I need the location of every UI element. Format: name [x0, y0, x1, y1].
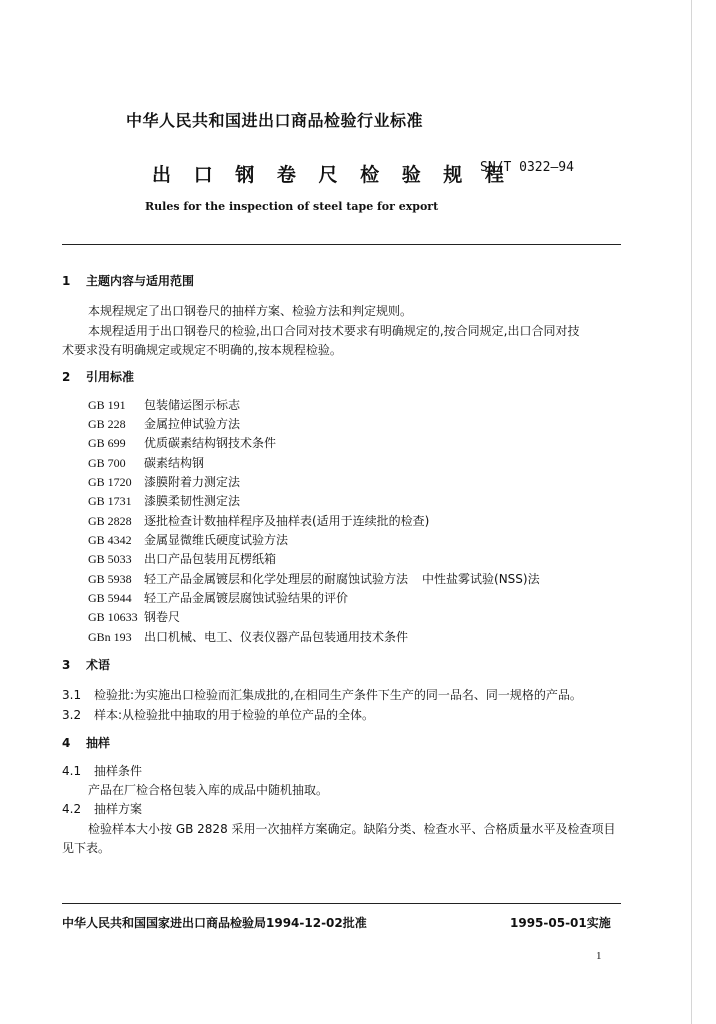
subsection-4-1-heading: 4.1 抽样条件: [62, 764, 143, 778]
subsection-4-1-text: 产品在厂检合格包装入库的成品中随机抽取。: [88, 783, 329, 797]
scan-edge-line: [691, 0, 692, 1024]
document-title: 出 口 钢 卷 尺 检 验 规 程: [152, 164, 512, 186]
term-item: 3.1 检验批:为实施出口检验而汇集成批的,在相同生产条件下生产的同一品名、同一规格的产品。: [62, 688, 582, 702]
reference-item: GB 191 包装储运图示标志: [88, 398, 241, 412]
section-1-paragraph-1: 本规程规定了出口钢卷尺的抽样方案、检验方法和判定规则。: [88, 304, 413, 318]
approval-line: 中华人民共和国国家进出口商品检验局1994-12-02批准: [62, 916, 367, 930]
reference-item: GB 699 优质碳素结构钢技术条件: [88, 436, 277, 450]
issuing-organization: 中华人民共和国进出口商品检验行业标准: [126, 111, 424, 130]
section-2-heading: 2 引用标准: [62, 370, 135, 384]
reference-item: GB 5944 轻工产品金属镀层腐蚀试验结果的评价: [88, 591, 349, 605]
term-item: 3.2 样本:从检验批中抽取的用于检验的单位产品的全体。: [62, 708, 375, 722]
reference-item: GB 5938 轻工产品金属镀层和化学处理层的耐腐蚀试验方法 中性盐雾试验(NSS)法: [88, 572, 540, 586]
reference-item: GB 1731 漆膜柔韧性测定法: [88, 494, 241, 508]
reference-item: GB 2828 逐批检查计数抽样程序及抽样表(适用于连续批的检查): [88, 514, 430, 528]
header-divider: [62, 244, 621, 245]
section-3-heading: 3 术语: [62, 658, 111, 672]
reference-item: GB 10633 钢卷尺: [88, 610, 181, 624]
reference-item: GB 4342 金属显微维氏硬度试验方法: [88, 533, 289, 547]
reference-item: GBn 193 出口机械、电工、仪表仪器产品包装通用技术条件: [88, 630, 409, 644]
english-title: Rules for the inspection of steel tape for export: [145, 200, 439, 213]
subsection-4-2-text: 检验样本大小按 GB 2828 采用一次抽样方案确定。缺陷分类、检查水平、合格质量水平及检查项目: [88, 822, 616, 836]
section-1-paragraph-2-cont: 术要求没有明确规定或规定不明确的,按本规程检验。: [62, 343, 342, 357]
section-1-paragraph-2: 本规程适用于出口钢卷尺的检验,出口合同对技术要求有明确规定的,按合同规定,出口合同对技: [88, 324, 580, 338]
subsection-4-2-text-cont: 见下表。: [62, 841, 111, 855]
section-1-heading: 1 主题内容与适用范围: [62, 274, 195, 288]
footer-divider: [62, 903, 621, 904]
subsection-4-2-heading: 4.2 抽样方案: [62, 802, 143, 816]
reference-item: GB 228 金属拉伸试验方法: [88, 417, 241, 431]
page-number: 1: [596, 950, 602, 962]
reference-item: GB 5033 出口产品包装用瓦楞纸箱: [88, 552, 277, 566]
reference-item: GB 1720 漆膜附着力测定法: [88, 475, 241, 489]
section-4-heading: 4 抽样: [62, 736, 111, 750]
effective-date: 1995-05-01实施: [510, 916, 611, 930]
standard-code: SN/T 0322—94: [480, 160, 574, 175]
reference-item: GB 700 碳素结构钢: [88, 456, 205, 470]
